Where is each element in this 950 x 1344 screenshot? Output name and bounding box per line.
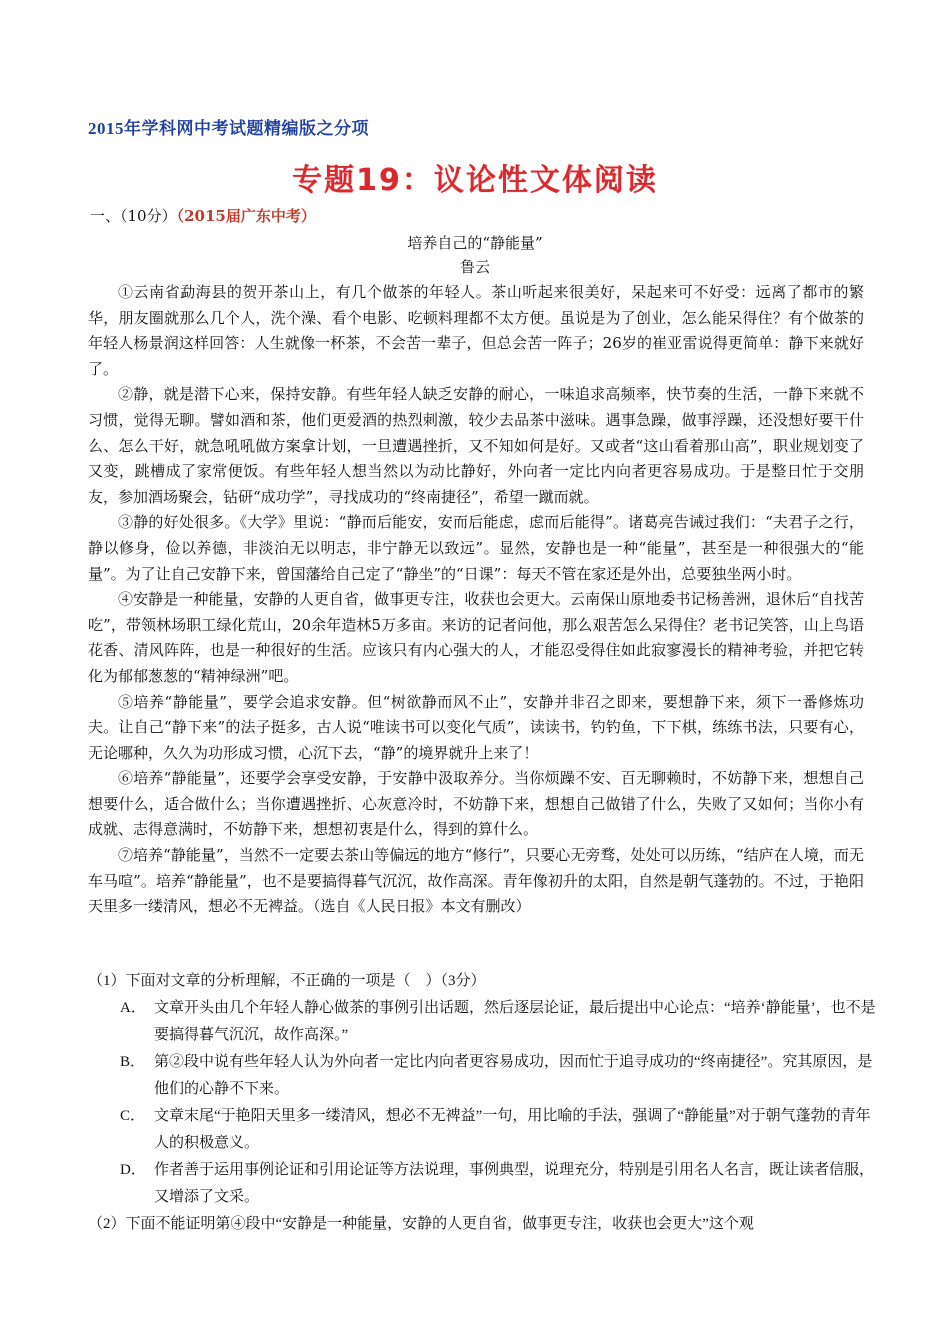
option-a bbox=[120, 995, 878, 1049]
question-intro bbox=[90, 205, 316, 226]
article-title: 培养自己的“静能量” bbox=[407, 234, 543, 252]
paragraph-2: ②静，就是潜下心来，保持安静。有些年轻人缺乏安静的耐心，一味追求高频率，快节奏的生活，一静下来就不习惯，觉得无聊。譬如酒和茶，他们更爱酒的热烈刺激，较少去品茶中滋味。遇事急躁，做事浮躁，还没想好要干什么、怎么干好，就急吼吼做方案拿计划，一旦遭遇挫折，又不知如何是好。又或者“这山看着那山高”，职业规划变了又变，跳槽成了家常便饭。有些年轻人想当然以为动比静好，外向者一定比内向者更容易成功。于是整日忙于交朋友，参加酒场聚会，钻研“成功学”，寻找成功的“终南捷径”，希望一蹴而就。 bbox=[88, 385, 864, 506]
option-c bbox=[120, 1103, 878, 1157]
paragraph-4: ④安静是一种能量，安静的人更自省，做事更专注，收获也会更大。云南保山原地委书记杨善洲，退休后“自找苦吃”，带领林场职工绿化荒山，20余年造林5万多亩。来访的记者问他，那么艰苦怎么呆得住？老书记笑答，山上鸟语花香、清风阵阵，也是一种很好的生活。应该只有内心强大的人，才能忍受得住如此寂寥漫长的精神考验，并把它转化为郁郁葱葱的“精神绿洲”吧。 bbox=[88, 590, 864, 685]
option-b bbox=[120, 1049, 878, 1103]
paragraph-5: ⑤培养“静能量”，要学会追求安静。但“树欲静而风不止”，安静并非召之即来，要想静下来，须下一番修炼功夫。让自己“静下来”的法子挺多，古人说“唯读书可以变化气质”，读读书，钓钓鱼，下下棋，练练书法，只要有心，无论哪种，久久为功形成习惯，心沉下去，“静”的境界就升上来了！ bbox=[88, 692, 864, 762]
option-label: A． bbox=[120, 1000, 146, 1016]
paragraph-1: ①云南省勐海县的贺开茶山上，有几个做茶的年轻人。茶山听起来很美好，呆起来可不好受：远离了都市的繁华，朋友圈就那么几个人，洗个澡、看个电影、吃顿料理都不太方便。虽说是为了创业，怎么能呆得住？有个做茶的年轻人杨景润这样回答：人生就像一杯茶，不会苦一辈子，但总会苦一阵子；26岁的崔亚雷说得更简单：静下来就好了。 bbox=[88, 283, 864, 378]
article-body bbox=[88, 280, 864, 920]
question-1-stem: （1）下面对文章的分析理解，不正确的一项是（ ）（3分） bbox=[88, 973, 486, 989]
question-source: （2015届广东中考） bbox=[176, 207, 316, 225]
question-2-stem: （2）下面不能证明第④段中“安静是一种能量，安静的人更自省，做事更专注，收获也会更大”这个观 bbox=[88, 1216, 754, 1232]
series-title: 2015年学科网中考试题精编版之分项 bbox=[88, 119, 369, 138]
option-text: 作者善于运用事例论证和引用论证等方法说理，事例典型，说理充分，特别是引用名人名言，既让读者信服，又增添了文采。 bbox=[154, 1162, 875, 1205]
option-label: B． bbox=[120, 1054, 146, 1070]
option-text: 文章开头由几个年轻人静心做茶的事例引出话题，然后逐层论证，最后提出中心论点：“培养‘静能量’，也不是要搞得暮气沉沉，故作高深。” bbox=[154, 1000, 876, 1043]
questions-section bbox=[88, 968, 878, 1238]
question-number: 一、（10分） bbox=[90, 207, 177, 225]
paragraph-7: ⑦培养“静能量”，当然不一定要去茶山等偏远的地方“修行”，只要心无旁骛，处处可以历练，“结庐在人境，而无车马喧”。培养“静能量”，也不是要搞得暮气沉沉，故作高深。青年像初升的太阳，自然是朝气蓬勃的。不过，于艳阳天里多一缕清风，想必不无裨益。（选自《人民日报》本文有删改） bbox=[88, 846, 864, 916]
option-text: 第②段中说有些年轻人认为外向者一定比内向者更容易成功，因而忙于追寻成功的“终南捷径”。究其原因，是他们的心静不下来。 bbox=[154, 1054, 873, 1097]
option-label: C． bbox=[120, 1108, 146, 1124]
paragraph-6: ⑥培养“静能量”，还要学会享受安静，于安静中汲取养分。当你烦躁不安、百无聊赖时，不妨静下来，想想自己想要什么，适合做什么；当你遭遇挫折、心灰意冷时，不妨静下来，想想自己做错了什么，失败了又如何；当你小有成就、志得意满时，不妨静下来，想想初衷是什么，得到的算什么。 bbox=[88, 769, 864, 839]
topic-title: 专题19：议论性文体阅读 bbox=[292, 163, 658, 198]
option-label: D． bbox=[120, 1162, 146, 1178]
option-d bbox=[120, 1157, 878, 1211]
option-text: 文章末尾“于艳阳天里多一缕清风，想必不无裨益”一句，用比喻的手法，强调了“静能量”对于朝气蓬勃的青年人的积极意义。 bbox=[154, 1108, 871, 1151]
paragraph-3: ③静的好处很多。《大学》里说：“静而后能安，安而后能虑，虑而后能得”。诸葛亮告诫过我们：“夫君子之行，静以修身，俭以养德，非淡泊无以明志，非宁静无以致远”。显然，安静也是一种“能量”，甚至是一种很强大的“能量”。为了让自己安静下来，曾国藩给自己定了“静坐”的“日课”：每天不管在家还是外出，总要独坐两小时。 bbox=[88, 513, 864, 583]
article-author: 鲁云 bbox=[459, 258, 490, 276]
